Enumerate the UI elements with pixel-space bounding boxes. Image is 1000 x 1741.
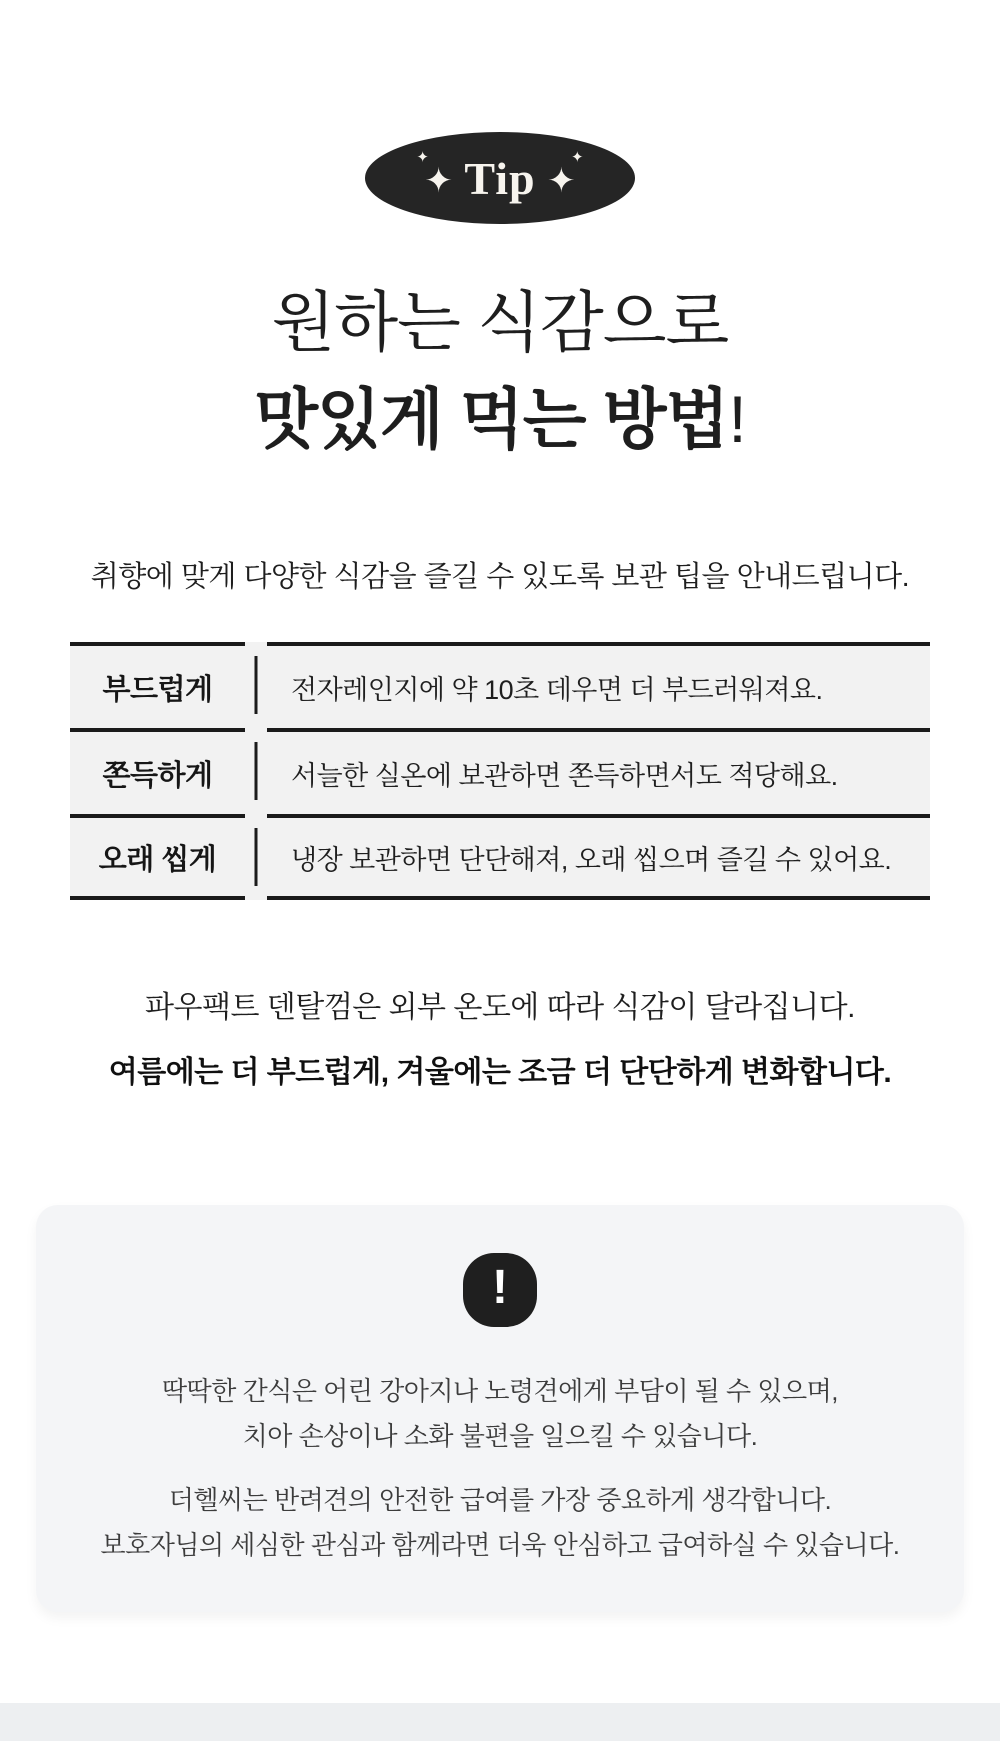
sparkle-small-icon: ✦ xyxy=(571,150,584,166)
texture-label: 오래 씹게 xyxy=(70,814,245,900)
subtitle: 취향에 맞게 다양한 식감을 즐길 수 있도록 보관 팁을 안내드립니다. xyxy=(90,561,910,594)
tip-badge xyxy=(365,132,635,224)
table-row xyxy=(70,814,930,900)
column-divider xyxy=(255,828,258,886)
caution-text xyxy=(56,1369,944,1568)
texture-label: 부드럽게 xyxy=(70,642,245,728)
table-row xyxy=(70,728,930,814)
sparkle-small-icon: ✦ xyxy=(416,150,429,166)
column-divider xyxy=(255,742,258,800)
caution-card xyxy=(36,1205,964,1612)
page-title-line2 xyxy=(0,371,1000,468)
sparkle-icon xyxy=(416,150,458,205)
column-gap xyxy=(245,814,267,900)
texture-description: 냉장 보관하면 단단해져, 오래 씹으며 즐길 수 있어요. xyxy=(267,814,930,900)
page-title-line2-text: 맛있게 먹는 방법 xyxy=(254,382,729,457)
caution-paragraph-1 xyxy=(56,1369,944,1458)
tip-badge-label: Tip xyxy=(464,152,536,204)
column-gap xyxy=(245,642,267,728)
column-gap xyxy=(245,728,267,814)
page-title-line1: 원하는 식감으로 xyxy=(271,285,729,359)
page-title xyxy=(0,274,1000,468)
texture-description: 전자레인지에 약 10초 데우면 더 부드러워져요. xyxy=(267,642,930,728)
temperature-note-line1: 파우팩트 덴탈껌은 외부 온도에 따라 식감이 달라집니다. xyxy=(145,991,855,1025)
tip-badge-row xyxy=(0,0,1000,224)
sparkle-icon xyxy=(542,150,584,205)
caution-p1-line2: 치아 손상이나 소화 불편을 일으킬 수 있습니다. xyxy=(242,1420,758,1451)
storage-tips-table xyxy=(70,642,930,900)
caution-p2-line1: 더헬씨는 반려견의 안전한 급여를 가장 중요하게 생각합니다. xyxy=(168,1485,832,1516)
table-row xyxy=(70,642,930,728)
caution-p2-line2: 보호자님의 세심한 관심과 함께라면 더욱 안심하고 급여하실 수 있습니다. xyxy=(100,1530,900,1561)
texture-description: 서늘한 실온에 보관하면 쫀득하면서도 적당해요. xyxy=(267,728,930,814)
temperature-note-line2: 여름에는 더 부드럽게, 겨울에는 조금 더 단단하게 변화합니다. xyxy=(108,1056,892,1090)
caution-icon-row xyxy=(56,1253,944,1327)
caution-p1-line1: 딱딱한 간식은 어린 강아지나 노령견에게 부담이 될 수 있으며, xyxy=(162,1376,838,1407)
sparkle-big-icon: ✦ xyxy=(547,163,576,200)
sparkle-big-icon: ✦ xyxy=(424,163,453,200)
page-title-exclamation: ! xyxy=(728,382,746,457)
column-divider xyxy=(255,656,258,714)
texture-label: 쫀득하게 xyxy=(70,728,245,814)
exclamation-icon: ! xyxy=(463,1253,537,1327)
caution-paragraph-2 xyxy=(56,1478,944,1567)
bottom-strip xyxy=(0,1703,1000,1741)
temperature-note xyxy=(0,982,1000,1091)
